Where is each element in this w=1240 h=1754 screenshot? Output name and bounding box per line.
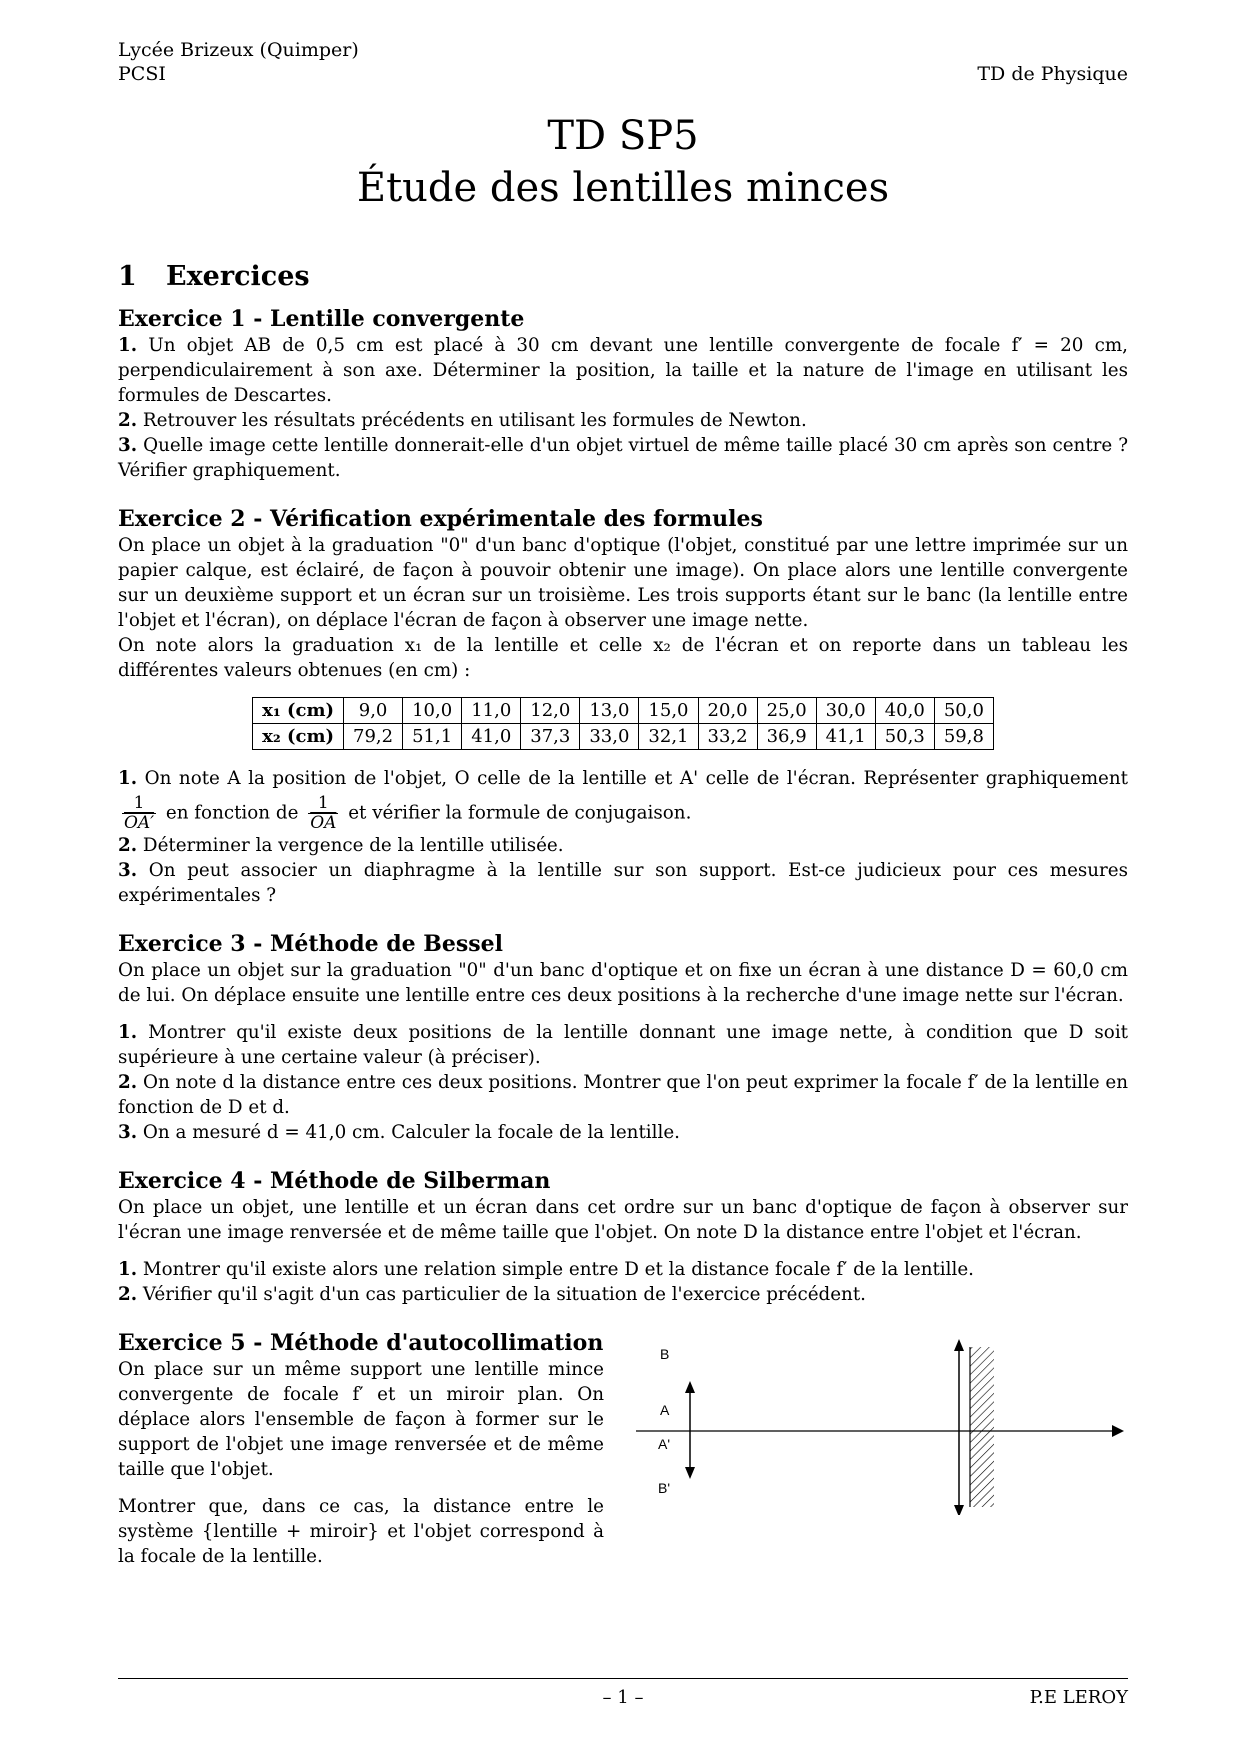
table-cell: 51,1 (403, 724, 462, 750)
exercise-2-title: Exercice 2 - Vérification expérimentale des formules (118, 506, 763, 532)
lens-top-arrow-icon (954, 1339, 964, 1351)
page-number: – 1 – (602, 1687, 644, 1708)
author: P.E LEROY (1029, 1687, 1128, 1708)
exercise-4-q2: 2. Vérifier qu'il s'agit d'un cas particulier de la situation de l'exercice précédent. (118, 1284, 866, 1305)
table-cell: 50,3 (875, 724, 934, 750)
page (118, 38, 1128, 1718)
table-row (253, 698, 994, 724)
table-cell: 32,1 (639, 724, 698, 750)
exercise-5-text (118, 1329, 604, 1569)
table-cell: 41,0 (462, 724, 521, 750)
table-row-label: x₁ (cm) (253, 698, 344, 724)
table-cell: 9,0 (344, 698, 403, 724)
table-cell: 33,2 (698, 724, 757, 750)
exercise-4-intro: On place un objet, une lentille et un écran dans cet ordre sur un banc d'optique de façon à observer sur l'écran une image renversée et de même taille que l'objet. On note D la distance entre l'objet et l'écran. (118, 1197, 1128, 1243)
table-cell: 37,3 (521, 724, 580, 750)
class-name: PCSI (118, 63, 166, 85)
document-body (118, 261, 1129, 1567)
exercise-5-title: Exercice 5 - Méthode d'autocollimation (118, 1330, 604, 1356)
exercise-3-q1: 1. Montrer qu'il existe deux positions de la lentille donnant une image nette, à condition que D soit supérieure à une certaine valeur (à préciser). (118, 1022, 1129, 1068)
exercise-1-title: Exercice 1 - Lentille convergente (118, 306, 525, 332)
section-number: 1 (118, 261, 137, 292)
exercise-3-title: Exercice 3 - Méthode de Bessel (118, 931, 504, 957)
table-cell: 10,0 (403, 698, 462, 724)
exercise-1-q3: 3. Quelle image cette lentille donnerait-elle d'un objet virtuel de même taille placé 30 cm après son centre ? Vérifier graphiquement. (118, 435, 1128, 481)
exercise-5-question: Montrer que, dans ce cas, la distance entre le système {lentille + miroir} et l'objet correspond à la focale de la lentille. (118, 1496, 604, 1567)
table-cell: 50,0 (934, 698, 993, 724)
title-line2: Étude des lentilles minces (356, 165, 890, 211)
school-name: Lycée Brizeux (Quimper) (118, 39, 359, 61)
exercise-5 (118, 1329, 1128, 1567)
exercise-3-q3: 3. On a mesuré d = 41,0 cm. Calculer la focale de la lentille. (118, 1122, 680, 1143)
label-b: B (660, 1346, 670, 1362)
fraction-1-over-oa-prime: $\frac{1}{OA'}$ (124, 793, 155, 833)
exercise-2-q1: 1. On note A la position de l'objet, O celle de la lentille et A' celle de l'écran. Représenter graphiquement $\frac{1}{OA'}$ en fonction de $\frac{1}{OA}$ et vérifier la formule de conjugaison. (118, 768, 1128, 833)
table-cell: 12,0 (521, 698, 580, 724)
label-a-prime: A' (658, 1436, 671, 1452)
section-heading (118, 261, 1128, 292)
fraction-1-over-oa: $\frac{1}{OA}$ (310, 793, 337, 833)
label-b-prime: B' (658, 1480, 671, 1496)
page-header (118, 38, 1128, 86)
table-cell: 20,0 (698, 698, 757, 724)
exercise-4-title: Exercice 4 - Méthode de Silberman (118, 1168, 551, 1194)
table-row-label: x₂ (cm) (253, 724, 344, 750)
table-cell: 30,0 (816, 698, 875, 724)
label-a: A (660, 1402, 670, 1418)
table-cell: 59,8 (934, 724, 993, 750)
document-title (118, 110, 1128, 214)
exercise-5-intro: On place sur un même support une lentille mince convergente de focale f′ et un miroir plan. On déplace alors l'ensemble de façon à former sur le support de l'objet une image renversée et de même taille que l'objet. (118, 1359, 604, 1480)
table-cell: 41,1 (816, 724, 875, 750)
table-cell: 36,9 (757, 724, 816, 750)
subject-name: TD de Physique (977, 63, 1128, 85)
page-footer (118, 1678, 1128, 1708)
table-cell: 15,0 (639, 698, 698, 724)
exercise-1-q1: 1. Un objet AB de 0,5 cm est placé à 30 cm devant une lentille convergente de focale f′ = 20 cm, perpendiculairement à son axe. Déterminer la position, la taille et la nature de l'image en utilisant les formules de Descartes. (118, 335, 1128, 406)
table-cell: 33,0 (580, 724, 639, 750)
autocollimation-diagram (636, 1335, 1126, 1515)
exercise-2-intro2: On note alors la graduation x₁ de la lentille et celle x₂ de l'écran et on reporte dans un tableau les différentes valeurs obtenues (en cm) : (118, 635, 1128, 681)
exercise-1-q2: 2. Retrouver les résultats précédents en utilisant les formules de Newton. (118, 410, 807, 431)
exercise-4-q1: 1. Montrer qu'il existe alors une relation simple entre D et la distance focale f′ de la lentille. (118, 1259, 974, 1280)
table-cell: 79,2 (344, 724, 403, 750)
axis-arrow-icon (1112, 1425, 1124, 1437)
measurement-table (252, 697, 994, 750)
exercise-2-q3: 3. On peut associer un diaphragme à la lentille sur son support. Est-ce judicieux pour ces mesures expérimentales ? (118, 860, 1128, 906)
mirror-hatching (970, 1347, 994, 1507)
section-label: Exercices (166, 261, 310, 292)
title-line1: TD SP5 (547, 113, 699, 159)
object-arrow-head-icon (685, 1381, 695, 1393)
table-row (253, 724, 994, 750)
exercise-2-q2: 2. Déterminer la vergence de la lentille utilisée. (118, 835, 564, 856)
exercise-3-intro: On place un objet sur la graduation "0" d'un banc d'optique et on fixe un écran à une distance D = 60,0 cm de lui. On déplace ensuite une lentille entre ces deux positions à la recherche d'une image nette sur l'écran. (118, 960, 1128, 1006)
exercise-3-q2: 2. On note d la distance entre ces deux positions. Montrer que l'on peut exprimer la focale f′ de la lentille en fonction de D et d. (118, 1072, 1128, 1118)
exercise-2-intro: On place un objet à la graduation "0" d'un banc d'optique (l'objet, constitué par une lettre imprimée sur un papier calque, est éclairé, de façon à pouvoir obtenir une image). On place alors une lentille convergente sur un deuxième support et un écran sur un troisième. Les trois supports étant sur le banc (la lentille entre l'objet et l'écran), on déplace l'écran de façon à observer une image nette. (118, 535, 1128, 631)
table-cell: 40,0 (875, 698, 934, 724)
table-cell: 11,0 (462, 698, 521, 724)
table-cell: 13,0 (580, 698, 639, 724)
lens-bottom-arrow-icon (954, 1505, 964, 1515)
image-arrow-head-icon (685, 1467, 695, 1479)
table-cell: 25,0 (757, 698, 816, 724)
